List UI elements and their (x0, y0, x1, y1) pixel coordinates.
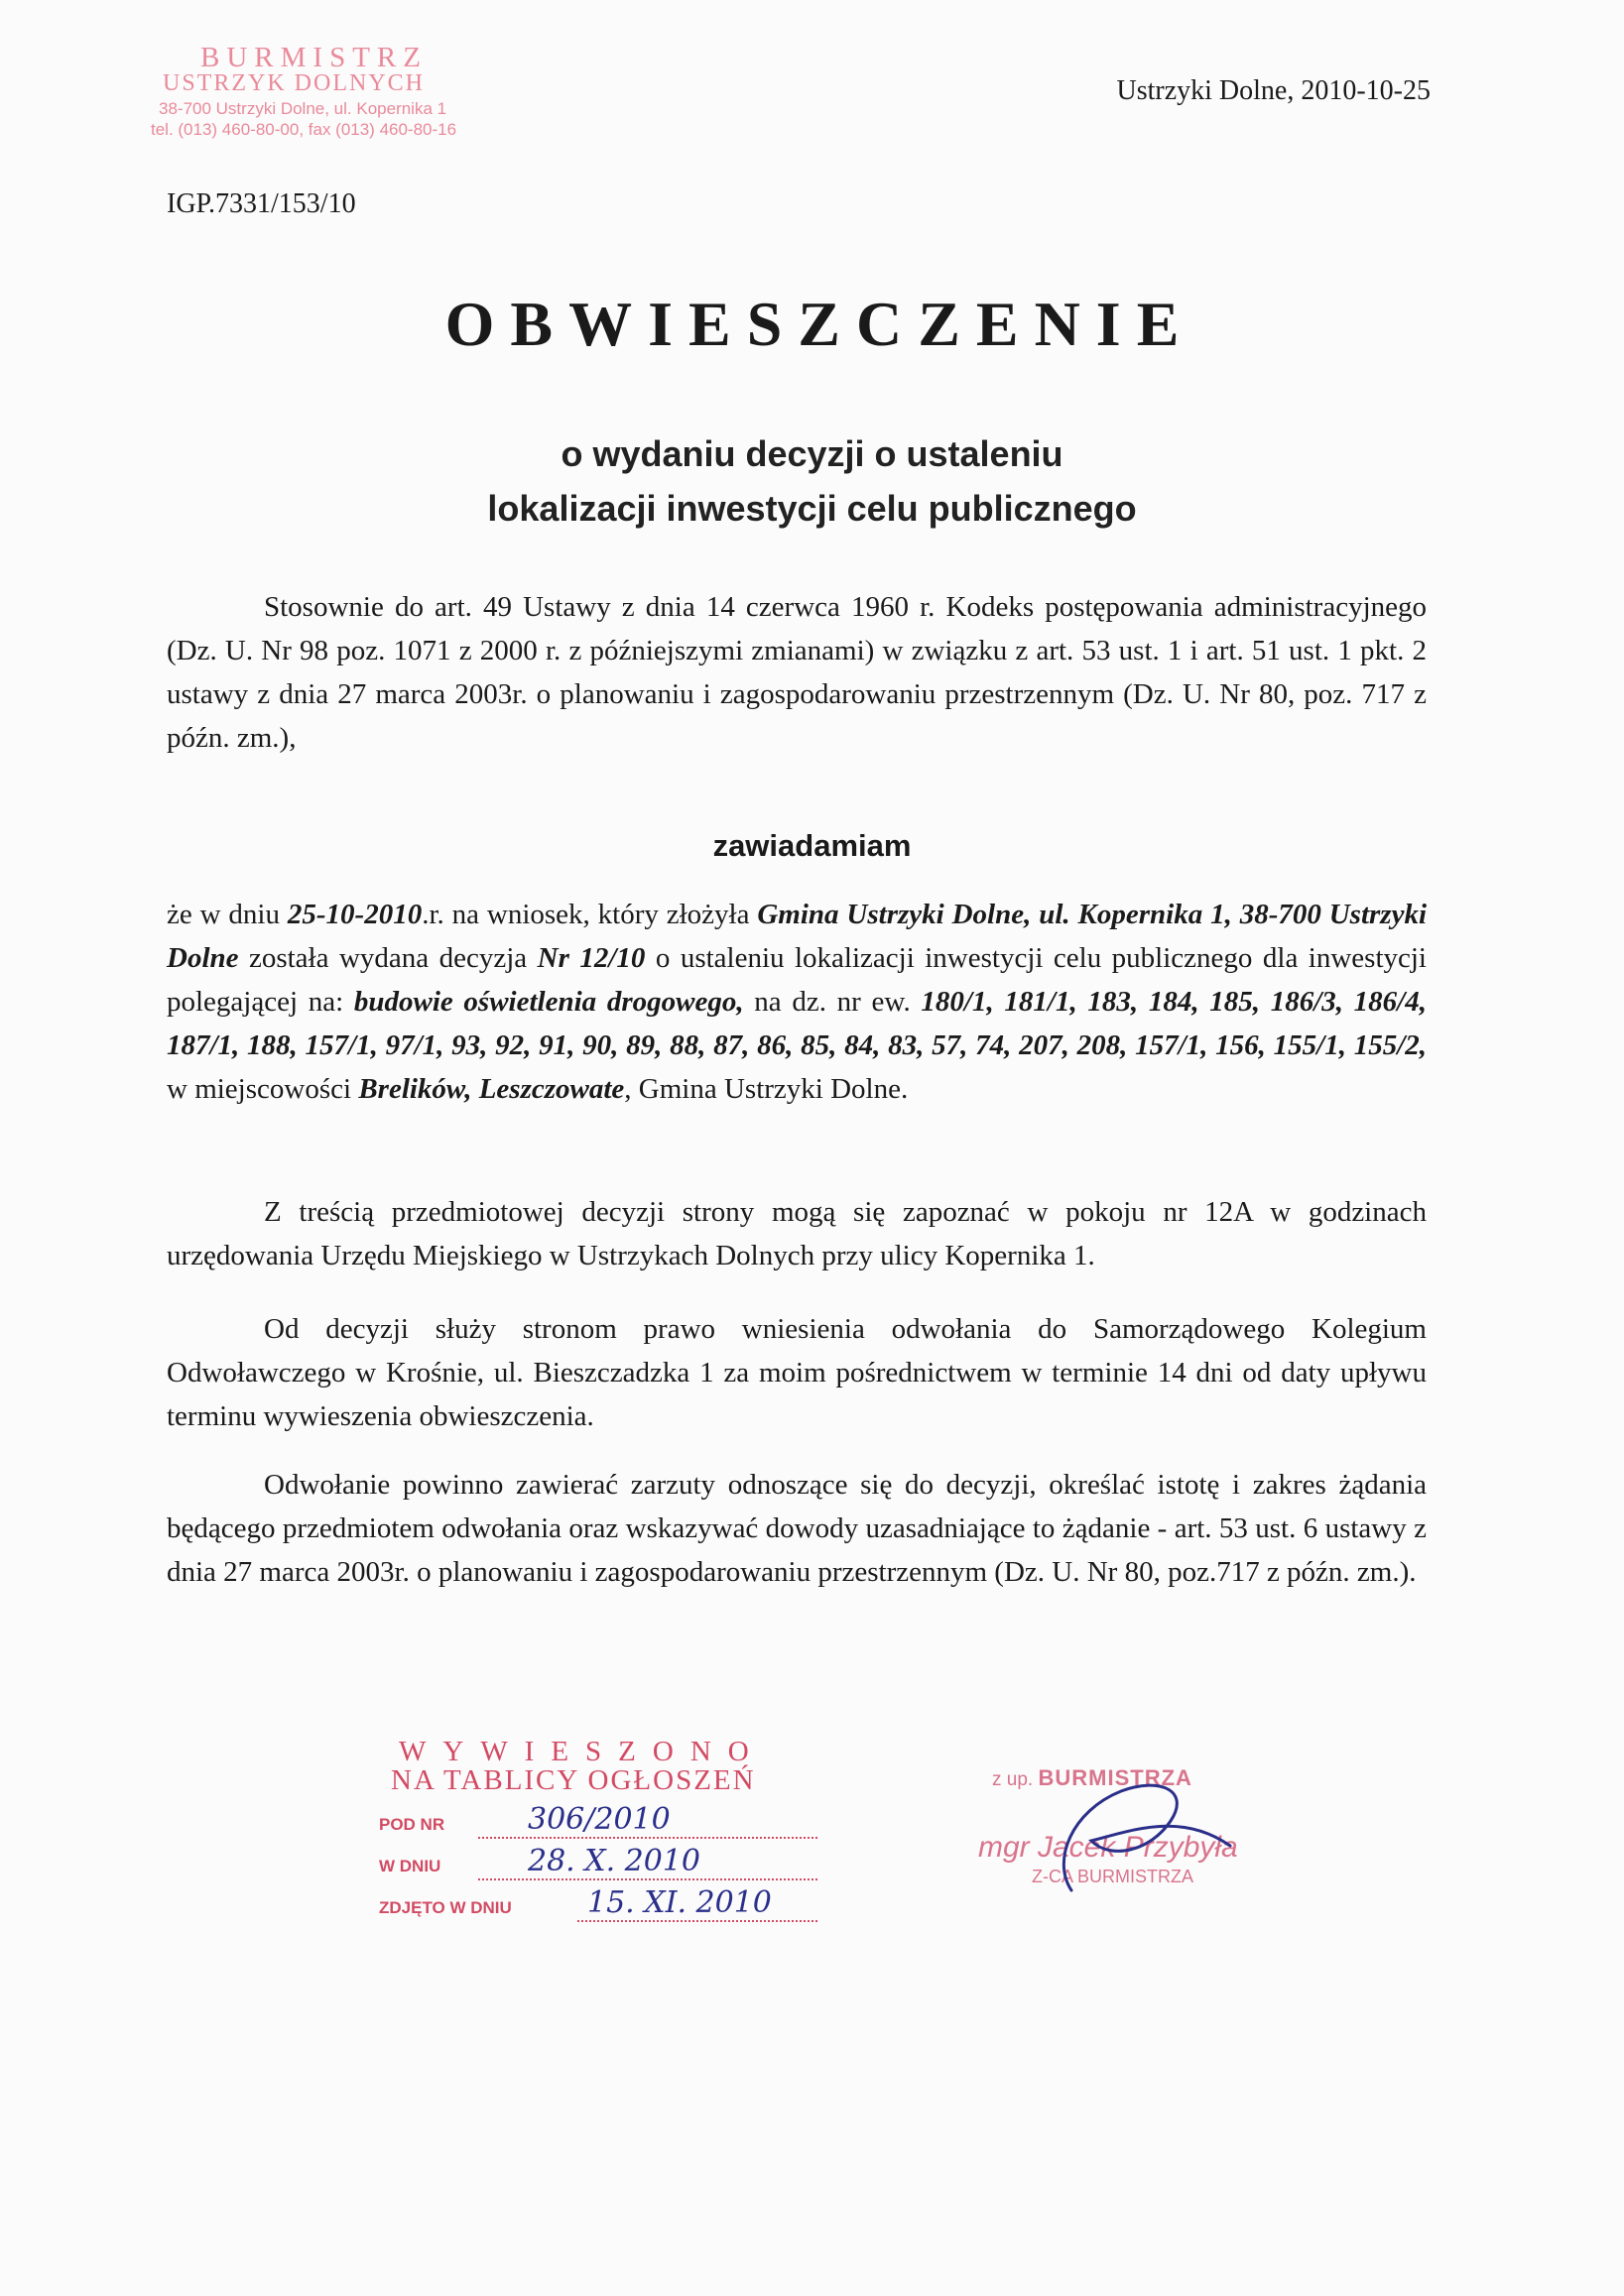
stamp-row-posted (379, 1845, 845, 1880)
text-run: .r. na wniosek, który złożyła (422, 899, 758, 930)
subtitle-line: lokalizacji inwestycji celu publicznego (487, 488, 1137, 529)
applicant: Gmina Ustrzyki Dolne, ul. Kopernika 1, 38-700 Ustrzyki Dolne (167, 899, 1428, 974)
access-paragraph (167, 1190, 1427, 1277)
signatory-role: Z-CA BURMISTRZA (1032, 1867, 1194, 1886)
text-run: że w dniu (167, 899, 288, 930)
stamp-label: POD NR (379, 1815, 445, 1834)
stamp-subtitle: NA TABLICY OGŁOSZEŃ (391, 1764, 756, 1796)
stamp-label: ZDJĘTO W DNIU (379, 1898, 512, 1917)
decision-number: Nr 12/10 (537, 942, 646, 974)
parcel-list: 180/1, 181/1, 183, 184, 185, 186/3, 186/4, 187/1, 188, 157/1, 97/1, 93, 92, 91, 90, 89, 88, 87, 86, 85, 84, 83, 57, 74, 207, 208, 157/1, 156, 155/1, 155/2, (167, 986, 1427, 1061)
text-run: na dz. nr ew. (743, 986, 922, 1018)
intro-text: Stosownie do art. 49 Ustawy z dnia 14 czerwca 1960 r. Kodeks postępowania administracyjnego (Dz. U. Nr 98 poz. 1071 z 2000 r. z późniejszymi zmianami) w związku z art. 53 ust. 1 i art. 51 ust. 1 pkt. 2 ustawy z dnia 27 marca 2003r. o planowaniu i zagospodarowaniu przestrzennym (Dz. U. Nr 80, poz. 717 z późn. zm.), (167, 591, 1427, 754)
appeal-content-paragraph (167, 1463, 1427, 1594)
access-text: Z treścią przedmiotowej decyzji strony mogą się zapoznać w pokoju nr 12A w godzinach urzędowania Urzędu Miejskiego w Ustrzykach Dolnych przy ulicy Kopernika 1. (167, 1196, 1427, 1271)
investment-description: budowie oświetlenia drogowego, (353, 986, 744, 1018)
stamp-label: W DNIU (379, 1857, 441, 1875)
text-run: została wydana decyzja (238, 942, 538, 974)
handwritten-posted-date: 28. X. 2010 (528, 1844, 701, 1878)
stamp-row-removed (379, 1886, 845, 1922)
appeal-content-text: Odwołanie powinno zawierać zarzuty odnoszące się do decyzji, określać istotę i zakres żądania będącego przedmiotem odwołania oraz wskazywać dowody uzasadniające to żądanie - art. 53 ust. 6 ustawy z dnia 27 marca 2003r. o planowaniu i zagospodarowaniu przestrzennym (Dz. U. Nr 80, poz.717 z późn. zm.). (167, 1469, 1427, 1588)
villages: Brelików, Leszczowate (358, 1073, 625, 1105)
letterhead-stamp (139, 42, 536, 140)
signature-office: BURMISTRZA (1038, 1765, 1192, 1790)
text-run: o ustaleniu lokalizacji inwestycji celu publicznego dla inwestycji polegającej na: (167, 942, 1427, 1018)
signatory-name: mgr Jacek Przybyła (978, 1831, 1238, 1864)
document-subtitle (0, 426, 1624, 536)
stamp-row-number (379, 1803, 845, 1839)
appeal-text: Od decyzji służy stronom prawo wniesienia odwołania do Samorządowego Kolegium Odwoławczego w Krośnie, ul. Bieszczadzka 1 za moim pośrednictwem w terminie 14 dni od daty upływu terminu wywieszenia obwieszczenia. (167, 1313, 1427, 1432)
reference-number: IGP.7331/153/10 (167, 188, 356, 219)
decision-text (167, 893, 1427, 1111)
appeal-paragraph (167, 1307, 1427, 1438)
signature-prefix: z up. (992, 1769, 1034, 1790)
handwritten-removed-date: 15. XI. 2010 (587, 1885, 772, 1920)
letterhead-phone: tel. (013) 460-80-00, fax (013) 460-80-16 (151, 120, 457, 139)
letterhead-town: USTRZYK DOLNYCH (163, 70, 425, 96)
handwritten-signature (1032, 1752, 1250, 1900)
decision-date: 25-10-2010 (287, 899, 423, 930)
stamp-title: WYWIESZONO (399, 1736, 766, 1767)
text-run: w miejscowości (167, 1073, 359, 1105)
posting-stamp (379, 1736, 845, 1922)
notice-heading: zawiadamiam (712, 828, 912, 863)
subtitle-line: o wydaniu decyzji o ustaleniu (561, 433, 1063, 474)
letterhead-office: BURMISTRZ (200, 42, 428, 73)
intro-paragraph (167, 585, 1427, 760)
handwritten-number: 306/2010 (528, 1802, 671, 1837)
text-run: , Gmina Ustrzyki Dolne. (624, 1073, 909, 1105)
document-title: OBWIESZCZENIE (444, 289, 1195, 359)
letterhead-address: 38-700 Ustrzyki Dolne, ul. Kopernika 1 (159, 99, 447, 118)
decision-paragraph (167, 893, 1427, 1111)
place-date: Ustrzyki Dolne, 2010-10-25 (1116, 75, 1431, 106)
signature-stamp (978, 1765, 1379, 1887)
